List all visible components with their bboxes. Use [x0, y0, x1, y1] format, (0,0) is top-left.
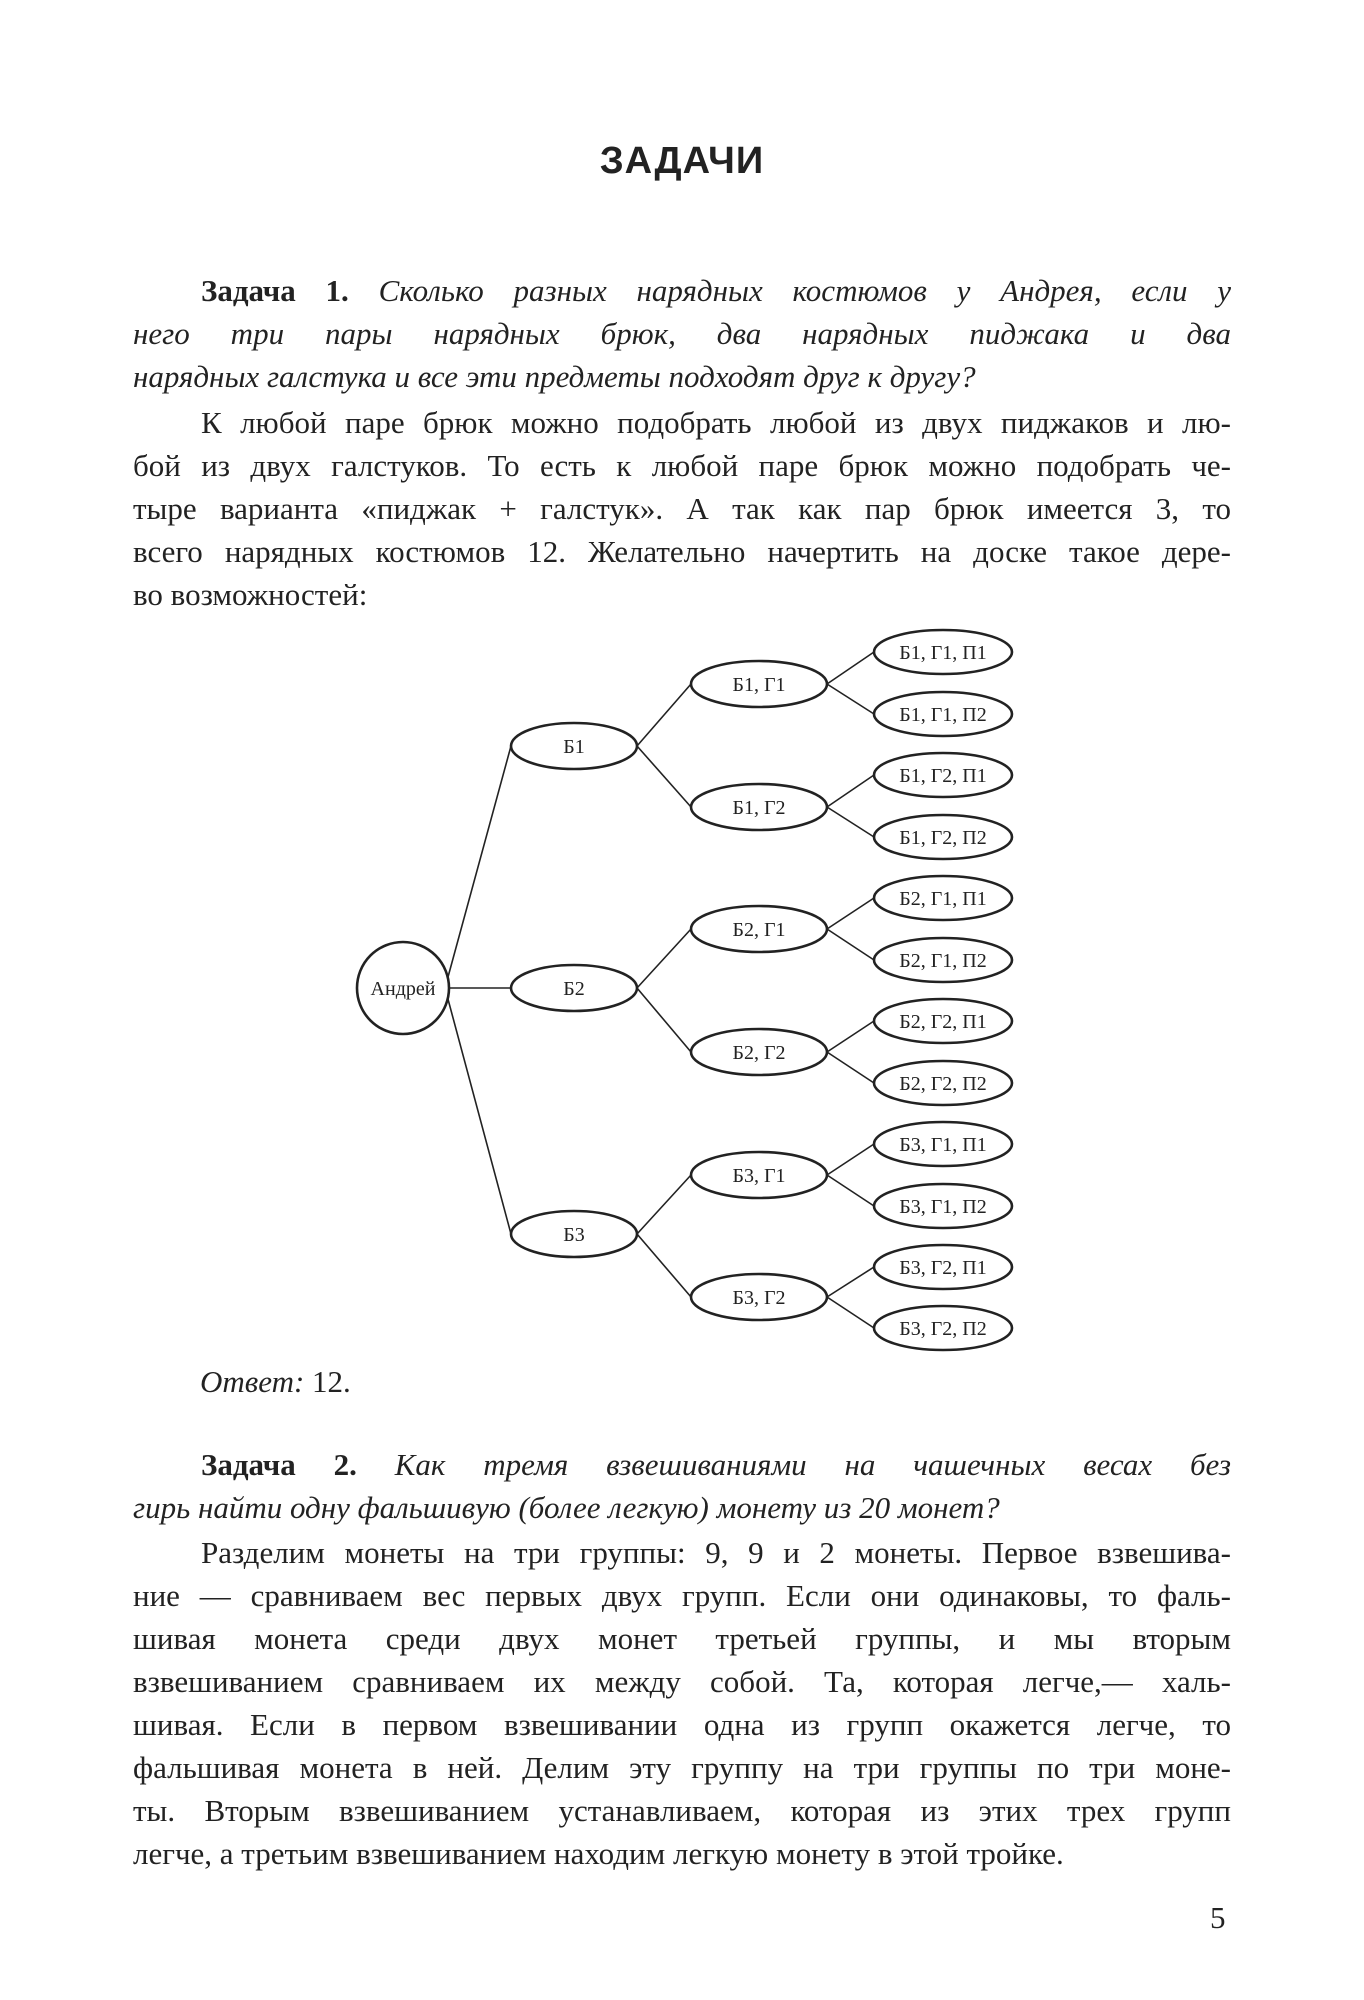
tree-node-level2 — [691, 906, 827, 952]
node-label: Б1, Г1 — [732, 674, 786, 697]
tree-edge-l2-l3-10 — [827, 1267, 874, 1297]
node-label: Б2, Г1 — [732, 919, 786, 942]
tree-edge-l2-l3-1 — [827, 684, 874, 714]
tree-node-level3 — [874, 938, 1012, 982]
node-label: Б2, Г2, П2 — [899, 1073, 987, 1096]
tree-root-node — [357, 942, 449, 1034]
node-label: Б3, Г1 — [732, 1165, 786, 1188]
node-label: Б3, Г2, П1 — [899, 1257, 987, 1280]
node-label: Б1, Г2 — [732, 797, 786, 820]
tree-node-level2 — [691, 661, 827, 707]
tree-edge-l1-l2-3 — [637, 988, 691, 1052]
tree-edge-l2-l3-3 — [827, 807, 874, 837]
solution-line: ние — сравниваем вес первых двух групп. Если они одинаковы, то фаль- — [133, 1578, 1231, 1613]
solution-line: тыре варианта «пиджак + галстук». А так как пар брюк имеется 3, то — [133, 491, 1231, 526]
solution-line: шивая. Если в первом взвешивании одна из групп окажется легче, то — [133, 1707, 1231, 1742]
solution-line: взвешиванием сравниваем их между собой. Та, которая легче,— халь- — [133, 1664, 1231, 1699]
tree-edge-l1-l2-2 — [637, 929, 691, 988]
node-label: Б1, Г2, П1 — [899, 765, 987, 788]
node-label: Андрей — [370, 978, 436, 1001]
tree-node-level3 — [874, 630, 1012, 674]
solution-line: во возможностей: — [133, 577, 368, 612]
node-label: Б3 — [563, 1224, 585, 1247]
tree-edge-l2-l3-2 — [827, 775, 874, 807]
problem-2-label: Задача 2. — [201, 1447, 357, 1482]
problem-1-answer — [200, 1364, 351, 1400]
node-label: Б2, Г1, П1 — [899, 888, 987, 911]
tree-node-level2 — [691, 784, 827, 830]
tree-node-level3 — [874, 1245, 1012, 1289]
node-label: Б1, Г2, П2 — [899, 827, 987, 850]
problem-2-question-line: гирь найти одну фальшивую (более легкую) монету из 20 монет? — [133, 1490, 1000, 1525]
problem-1-label: Задача 1. — [201, 273, 349, 308]
tree-node-level2 — [691, 1152, 827, 1198]
solution-line: легче, а третьим взвешиванием находим легкую монету в этой тройке. — [133, 1836, 1064, 1871]
node-label: Б3, Г1, П1 — [899, 1134, 987, 1157]
solution-line: бой из двух галстуков. То есть к любой паре брюк можно подобрать че- — [133, 448, 1231, 483]
tree-node-level3 — [874, 815, 1012, 859]
tree-node-level3 — [874, 692, 1012, 736]
tree-edge-l2-l3-7 — [827, 1052, 874, 1083]
problem-2-solution — [133, 1531, 1231, 1875]
solution-line: фальшивая монета в ней. Делим эту группу на три группы по три моне- — [133, 1750, 1231, 1785]
node-label: Б3, Г1, П2 — [899, 1196, 987, 1219]
tree-edge-root-0 — [445, 746, 511, 988]
tree-node-level3 — [874, 999, 1012, 1043]
tree-node-level1 — [511, 723, 637, 769]
node-label: Б3, Г2, П2 — [899, 1318, 987, 1341]
tree-edge-l2-l3-6 — [827, 1021, 874, 1052]
tree-node-level3 — [874, 1184, 1012, 1228]
node-label: Б1, Г1, П2 — [899, 704, 987, 727]
tree-node-level1 — [511, 1211, 637, 1257]
problem-1-question-line: него три пары нарядных брюк, два нарядных пиджака и два — [133, 316, 1231, 351]
tree-edge-l2-l3-0 — [827, 652, 874, 684]
tree-edge-l2-l3-11 — [827, 1297, 874, 1328]
node-label: Б2, Г2 — [732, 1042, 786, 1065]
node-label: Б1 — [563, 736, 585, 759]
problem-2-statement — [133, 1443, 1231, 1529]
tree-node-level3 — [874, 1061, 1012, 1105]
answer-value: 12. — [312, 1364, 351, 1399]
solution-line: шивая монета среди двух монет третьей группы, и мы вторым — [133, 1621, 1231, 1656]
tree-edge-l2-l3-4 — [827, 898, 874, 929]
problem-1-question-line: Задача 1. Сколько разных нарядных костюмов у Андрея, если у — [201, 273, 1232, 308]
problem-1-question-line: нарядных галстука и все эти предметы подходят друг к другу? — [133, 359, 976, 394]
page-number: 5 — [1210, 1900, 1226, 1935]
node-label: Б2, Г1, П2 — [899, 950, 987, 973]
node-label: Б3, Г2 — [732, 1287, 786, 1310]
tree-node-level3 — [874, 1122, 1012, 1166]
tree-node-level3 — [874, 753, 1012, 797]
tree-node-level3 — [874, 1306, 1012, 1350]
solution-line: Разделим монеты на три группы: 9, 9 и 2 монеты. Первое взвешива- — [201, 1535, 1231, 1570]
tree-edge-l2-l3-8 — [827, 1144, 874, 1175]
tree-edge-l2-l3-9 — [827, 1175, 874, 1206]
solution-line: ты. Вторым взвешиванием устанавливаем, которая из этих трех групп — [133, 1793, 1231, 1828]
tree-node-level2 — [691, 1274, 827, 1320]
problem-2-question-line: Задача 2. Как тремя взвешиваниями на чашечных весах без — [201, 1447, 1231, 1482]
tree-node-level2 — [691, 1029, 827, 1075]
node-label: Б2, Г2, П1 — [899, 1011, 987, 1034]
node-label: Б2 — [563, 978, 585, 1001]
solution-line: всего нарядных костюмов 12. Желательно начертить на доске такое дере- — [133, 534, 1231, 569]
tree-node-level3 — [874, 876, 1012, 920]
tree-edge-l1-l2-5 — [637, 1234, 691, 1297]
tree-edge-l2-l3-5 — [827, 929, 874, 960]
answer-label: Ответ: — [200, 1364, 305, 1399]
page-title: ЗАДАЧИ — [599, 140, 765, 182]
tree-edge-root-2 — [445, 988, 511, 1234]
solution-line: К любой паре брюк можно подобрать любой из двух пиджаков и лю- — [201, 405, 1231, 440]
tree-edge-l1-l2-0 — [637, 684, 691, 746]
tree-node-level1 — [511, 965, 637, 1011]
tree-edge-l1-l2-1 — [637, 746, 691, 807]
node-label: Б1, Г1, П1 — [899, 642, 987, 665]
tree-edge-l1-l2-4 — [637, 1175, 691, 1234]
